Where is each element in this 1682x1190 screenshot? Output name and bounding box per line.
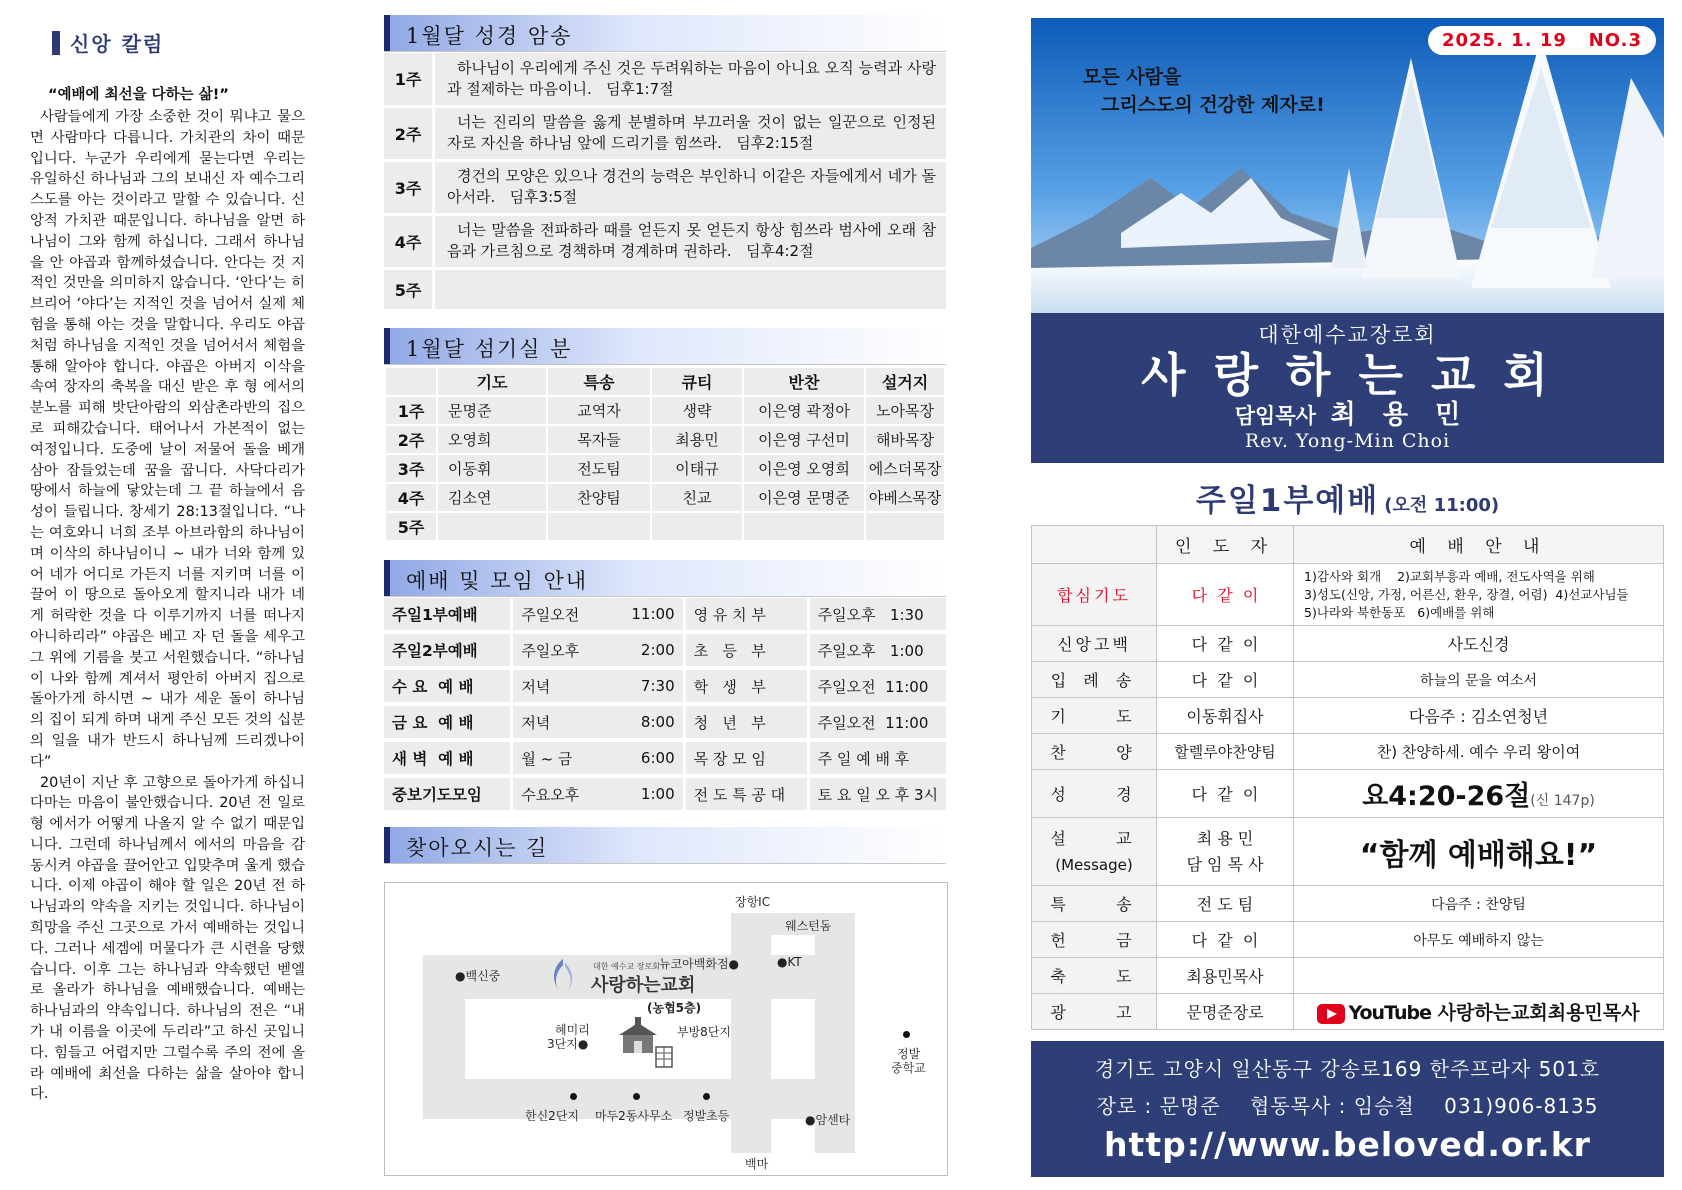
order-row	[1032, 818, 1664, 886]
duty-cell: 친교	[651, 483, 743, 512]
duty-section-title: 1월달 섬기실 분	[406, 337, 573, 361]
service-row	[384, 776, 946, 812]
service-section-title: 예배 및 모임 안내	[406, 569, 589, 593]
column-header-bar	[52, 31, 60, 55]
order-row	[1032, 698, 1664, 734]
service-group-time: 주일오전 11:00	[808, 668, 946, 704]
order-note: 찬) 찬양하세. 예수 우리 왕이여	[1294, 734, 1664, 770]
service-row	[384, 668, 946, 704]
service-day: 저녁	[512, 704, 619, 740]
verse-row	[384, 214, 946, 268]
worship-order-table	[1031, 525, 1664, 1030]
duty-week: 2주	[385, 425, 437, 454]
verse-ref: 딤후3:5절	[509, 188, 578, 206]
service-group: 전 도 특 공 대	[684, 776, 808, 812]
denomination: 대한예수교장로회	[1258, 323, 1437, 347]
duty-cell: 이은영 오영희	[743, 454, 865, 483]
verse-row	[384, 268, 946, 310]
map-church-name: 사랑하는교회	[591, 975, 696, 996]
map-marker	[903, 1031, 910, 1038]
service-name: 중보기도모임	[384, 776, 512, 812]
order-row	[1032, 734, 1664, 770]
duty-cell: 야베스목장	[865, 483, 945, 512]
verse-section-header	[384, 15, 946, 52]
map-label: 부방8단지	[677, 1025, 732, 1039]
duty-row	[385, 512, 945, 541]
order-row	[1032, 886, 1664, 922]
duty-cell	[865, 512, 945, 541]
service-name: 새 벽 예 배	[384, 740, 512, 776]
order-row	[1032, 662, 1664, 698]
verse-ref: 딤후4:2절	[745, 242, 814, 260]
service-group: 초 등 부	[684, 632, 808, 668]
service-section-header	[384, 560, 946, 597]
map-label: 마두2동사무소	[595, 1109, 673, 1123]
order-header-guide: 예 배 안 내	[1294, 526, 1664, 564]
order-note: 다음주 : 김소연청년	[1294, 698, 1664, 734]
verse-row	[384, 106, 946, 160]
verse-ref: 딤후2:15절	[736, 134, 814, 152]
service-name: 주일1부예배	[384, 598, 512, 632]
verse-text: 너는 말씀을 전파하라 때를 얻든지 못 얻든지 항상 힘쓰라 범사에 오래 참음과 가르침으로 경책하며 경계하며 권하라. 딤후4:2절	[434, 214, 947, 268]
service-day: 저녁	[512, 668, 619, 704]
map-label: 3단지●	[547, 1037, 589, 1051]
service-time: 8:00	[619, 704, 684, 740]
duty-week: 4주	[385, 483, 437, 512]
order-note	[1294, 958, 1664, 994]
order-item: 특 송	[1032, 886, 1157, 922]
cover-image	[1031, 18, 1664, 313]
map-label: 뉴코아백화점●	[659, 957, 740, 971]
duty-cell: 목자들	[547, 425, 651, 454]
service-day: 수요오후	[512, 776, 619, 812]
map-label: 혜미리	[555, 1023, 590, 1037]
order-row	[1032, 994, 1664, 1030]
duty-cell: 오영희	[437, 425, 547, 454]
verse-table	[384, 53, 946, 312]
bulletin-date-badge: 2025. 1. 19 NO.3	[1428, 26, 1656, 55]
verse-week: 5주	[384, 268, 434, 310]
duty-section-header	[384, 328, 946, 365]
service-group: 목 장 모 임	[684, 740, 808, 776]
church-title-band	[1031, 313, 1664, 463]
duty-cell: 이은영 곽정아	[743, 396, 865, 425]
verse-row	[384, 160, 946, 214]
duty-table	[384, 366, 946, 542]
map-label: ●암센타	[805, 1113, 851, 1127]
order-item: 광 고	[1032, 994, 1157, 1030]
directions-section-title: 찾아오시는 길	[406, 836, 549, 860]
column-header	[52, 28, 305, 57]
verse-week: 4주	[384, 214, 434, 268]
duty-row	[385, 425, 945, 454]
worship-schedule-title	[1031, 475, 1664, 520]
pastor-name: 최 용 민	[1330, 400, 1461, 430]
duty-cell: 찬양팀	[547, 483, 651, 512]
church-building-icon	[615, 1017, 659, 1055]
duty-cell: 이동휘	[437, 454, 547, 483]
service-day: 주일오후	[512, 632, 619, 668]
order-note: 아무도 예배하지 않는	[1294, 922, 1664, 958]
verse-text: 하나님이 우리에게 주신 것은 두려워하는 마음이 아니요 오직 능력과 사랑과 절제하는 마음이니. 딤후1:7절	[434, 53, 947, 106]
service-time: 7:30	[619, 668, 684, 704]
church-address: 경기도 고양시 일산동구 강송로169 한주프라자 501호	[1094, 1057, 1601, 1081]
pastor-line	[1031, 401, 1664, 430]
church-website-link[interactable]: http://www.beloved.or.kr	[1104, 1125, 1591, 1164]
duty-cell: 전도팀	[547, 454, 651, 483]
church-footer	[1031, 1041, 1664, 1177]
service-row	[384, 598, 946, 632]
slogan-line-2: 그리스도의 건강한 제자로!	[1101, 94, 1325, 116]
service-group-time: 토 요 일 오 후 3시	[808, 776, 946, 812]
map-label: 중학교	[891, 1061, 926, 1075]
duty-col-qt: 큐티	[651, 367, 743, 396]
church-name: 사 랑 하 는 교 회	[1141, 348, 1554, 402]
order-row	[1032, 958, 1664, 994]
duty-header-row	[385, 367, 945, 396]
service-day: 월 ~ 금	[512, 740, 619, 776]
service-time: 1:00	[619, 776, 684, 812]
map-label: 웨스턴돔	[785, 919, 832, 933]
duty-cell	[743, 512, 865, 541]
map-label: 장항IC	[735, 895, 771, 909]
verse-text	[434, 268, 947, 310]
duty-cell: 이태규	[651, 454, 743, 483]
duty-cell: 최용민	[651, 425, 743, 454]
order-leader: 다 같 이	[1157, 770, 1294, 818]
youtube-channel-name: 사랑하는교회최용민목사	[1437, 1002, 1640, 1024]
duty-cell: 김소연	[437, 483, 547, 512]
service-name: 주일2부예배	[384, 632, 512, 668]
youtube-wordmark: YouTube	[1348, 1002, 1431, 1024]
service-name: 수 요 예 배	[384, 668, 512, 704]
duty-week: 1주	[385, 396, 437, 425]
verse-text: 경건의 모양은 있으나 경건의 능력은 부인하니 이같은 자들에게서 네가 돌아서라. 딤후3:5절	[434, 160, 947, 214]
order-note	[1294, 770, 1664, 818]
duty-cell	[437, 512, 547, 541]
duty-col-side-dish: 반찬	[743, 367, 865, 396]
service-group-time: 주일오후 1:30	[808, 598, 946, 632]
sermon-title: “함께 예배해요!”	[1294, 818, 1664, 886]
essay-title: “예배에 최선을 다하는 삶!”	[48, 87, 229, 103]
map-road	[731, 913, 771, 1153]
service-time: 11:00	[619, 598, 684, 632]
order-leader: 다 같 이	[1157, 922, 1294, 958]
order-leader: 다 같 이	[1157, 626, 1294, 662]
service-group: 청 년 부	[684, 704, 808, 740]
duty-cell: 노아목장	[865, 396, 945, 425]
duty-col-special-song: 특송	[547, 367, 651, 396]
worship-time: (오전 11:00)	[1384, 495, 1500, 516]
service-row	[384, 704, 946, 740]
order-leader: 다 같 이	[1157, 564, 1294, 626]
service-group: 학 생 부	[684, 668, 808, 704]
essay-body: 사람들에게 가장 소중한 것이 뭐냐고 물으면 사람마다 다릅니다. 가치관의 차이 때문입니다. 누군가 우리에게 묻는다면 우리는 유일하신 하나님과 그의 보내신 자 예수그리스도를 아는 것이라고 말할 수 있습니다. 신앙적 가치관 때문입니다. 하나님을 알면 하나님이 그와 함께 하십니다. 그래서 하나님을 안 야곱과 함께하셨습니다. 안다는 것 지적인 것만을 의미하지 않습니다. ‘안다’는 히브리어 ‘야다’는 지적인 것을 넘어서 실제 체험을 통해 아는 것을 말합니다. 우리도 야곱처럼 하나님을 지적인 것을 넘어서서 체험을 통해 알아야 합니다. 야곱은 아버지 이삭을 속여 장자의 축복을 대신 받은 후 형 에서의 분노를 피해 밧단아람의 외삼촌라반의 집으로 피해갔습니다. 태어나서 가본적이 없는 여정입니다. 도중에 날이 저물어 돌을 베개 삼아 잠들었는데 꿈을 꿉니다. 사닥다리가 땅에서 하늘에 닿았는데 그 끝 하늘에서 음성이 들립니다. 창세기 28:13절입니다. “나는 여호와니 너희 조부 아브라함의 하나님이며 이삭의 하나님이니 ~ 내가 너와 함께 있어 네가 어디로 가든지 너를 지키며 너를 이끌어 이 땅으로 돌아오게 할지니라 내가 네게 허락한 것을 다 이루기까지 너를 떠나지 아니하리라” 야곱은 베고 자 던 돌을 세우고 그 위에 기름을 붓고 서원했습니다. “하나님이 나와 함께 계셔서 평안히 아버지 집으로 돌아가게 하시면 ~ 내가 세운 돌이 하나님의 집이 되게 하며 내게 주신 모든 것의 십분의 일을 내가 반드시 하나님께 드리겠나이다”	[30, 109, 305, 770]
duty-cell	[651, 512, 743, 541]
verse-week: 3주	[384, 160, 434, 214]
faith-column	[30, 28, 305, 1178]
service-name: 금 요 예 배	[384, 704, 512, 740]
service-day: 주일오전	[512, 598, 619, 632]
map-label: 백마	[745, 1157, 769, 1171]
duty-cell: 문명준	[437, 396, 547, 425]
order-item: 성 경	[1032, 770, 1157, 818]
duty-cell: 이은영 구선미	[743, 425, 865, 454]
order-note: 하늘의 문을 여소서	[1294, 662, 1664, 698]
order-item: 축 도	[1032, 958, 1157, 994]
order-note: 1)감사와 회개 2)교회부흥과 예배, 전도사역을 위해 3)성도(신앙, 가정, 어른신, 환우, 장결, 어렴) 4)선교사님들 5)나라와 북한동포 6)예배를 위해	[1294, 564, 1664, 626]
order-leader: 최 용 민 담 임 목 사	[1157, 818, 1294, 886]
service-group-time: 주 일 예 배 후	[808, 740, 946, 776]
map-marker	[570, 1093, 577, 1100]
map-label: ●백신중	[455, 969, 501, 983]
duty-cell: 해바목장	[865, 425, 945, 454]
duty-col-dishes: 설거지	[865, 367, 945, 396]
map-label: 정발초등	[683, 1109, 730, 1123]
verse-section-title: 1월달 성경 암송	[406, 24, 573, 48]
verse-week: 2주	[384, 106, 434, 160]
verse-row	[384, 53, 946, 106]
hymn-number: (신 147p)	[1530, 793, 1595, 809]
order-header-leader: 인 도 자	[1157, 526, 1294, 564]
directions-section-header	[384, 827, 946, 864]
service-row	[384, 740, 946, 776]
service-group-time: 주일오전 11:00	[808, 704, 946, 740]
duty-cell: 생략	[651, 396, 743, 425]
pastor-english-name: Rev. Yong-Min Choi	[1244, 430, 1451, 452]
scripture-reference: 요4:20-26절	[1362, 781, 1531, 812]
duty-week: 3주	[385, 454, 437, 483]
map-marker	[703, 1093, 710, 1100]
map-church-denomination: 대한 예수교 장로회	[593, 962, 660, 971]
service-group-time: 주일오후 1:00	[808, 632, 946, 668]
duty-cell: 교역자	[547, 396, 651, 425]
duty-cell	[547, 512, 651, 541]
youtube-channel[interactable]	[1294, 994, 1664, 1030]
service-time: 6:00	[619, 740, 684, 776]
map-label: (농협5층)	[647, 1001, 702, 1015]
slogan-line-1: 모든 사람을	[1083, 66, 1182, 88]
crosswalk-icon	[655, 1045, 673, 1069]
order-leader: 할렐루야찬양팀	[1157, 734, 1294, 770]
order-leader: 전 도 팀	[1157, 886, 1294, 922]
church-logo-icon	[547, 957, 579, 997]
order-row	[1032, 922, 1664, 958]
map-label: 한신2단지	[525, 1109, 580, 1123]
order-item: 찬 양	[1032, 734, 1157, 770]
directions-map	[384, 882, 948, 1176]
church-contact: 장로 : 문명준 협동목사 : 임승철 031)906-8135	[1096, 1094, 1599, 1118]
duty-week: 5주	[385, 512, 437, 541]
service-group: 영 유 치 부	[684, 598, 808, 632]
order-item: 합심기도	[1032, 564, 1157, 626]
essay-body-2: 20년이 지난 후 고향으로 돌아가게 하십니다마는 마음이 불안했습니다. 20년 전 일로 형 에서가 어떻게 나올지 알 수 없기 때문입니다. 그런데 하나님께서 에서의 마음을 감동시켜 야곱을 끌어안고 입맞추며 울게 했습니다. 이제 야곱이 해야 할 일은 20년 전 하나님과의 약속을 지키는 것입니다. 하나님이 희망을 주신 그곳으로 가서 예배하는 것입니다. 그러나 세겜에 머물다가 큰 시련을 당했습니다. 이후 그는 하나님과 약속했던 벧엘로 올라가 하나님을 예배했습니다. 예배는 하나님과의 약속입니다. 하나님의 전은 “내가 내 이름을 이곳에 두리라”고 하신 곳입니다. 힘들고 어렵지만 그럴수록 주의 전에 올라 예배에 최선을 다하는 삶을 살아야 합니다.	[30, 774, 305, 1103]
verse-text: 너는 진리의 말씀을 옳게 분별하며 부끄러울 것이 없는 일꾼으로 인정된 자로 자신을 하나님 앞에 드리기를 힘쓰라. 딤후2:15절	[434, 106, 947, 160]
worship-title: 주일1부예배	[1195, 483, 1380, 519]
order-item: 설 교 (Message)	[1032, 818, 1157, 886]
verse-week: 1주	[384, 53, 434, 106]
order-leader: 이동휘집사	[1157, 698, 1294, 734]
order-item: 입 례 송	[1032, 662, 1157, 698]
service-row	[384, 632, 946, 668]
duty-row	[385, 454, 945, 483]
duty-row	[385, 396, 945, 425]
order-note: 다음주 : 찬양팀	[1294, 886, 1664, 922]
order-item: 헌 금	[1032, 922, 1157, 958]
service-time: 2:00	[619, 632, 684, 668]
order-leader: 최용민목사	[1157, 958, 1294, 994]
duty-cell: 이은영 문명준	[743, 483, 865, 512]
verse-ref: 딤후1:7절	[606, 79, 674, 98]
column-header-text: 신앙 칼럼	[70, 32, 165, 56]
map-marker	[633, 1093, 640, 1100]
pastor-label: 담임목사	[1234, 404, 1316, 428]
order-header-row	[1032, 526, 1664, 564]
service-table	[384, 598, 946, 814]
map-label: 정발	[897, 1047, 921, 1061]
order-leader: 다 같 이	[1157, 662, 1294, 698]
order-item: 신앙고백	[1032, 626, 1157, 662]
order-note: 사도신경	[1294, 626, 1664, 662]
duty-col-prayer: 기도	[437, 367, 547, 396]
youtube-icon	[1317, 1004, 1345, 1024]
order-row	[1032, 770, 1664, 818]
order-item: 기 도	[1032, 698, 1157, 734]
order-row	[1032, 564, 1664, 626]
map-label: ●KT	[777, 955, 802, 969]
order-leader: 문명준장로	[1157, 994, 1294, 1030]
order-row	[1032, 626, 1664, 662]
duty-row	[385, 483, 945, 512]
duty-cell: 에스더목장	[865, 454, 945, 483]
